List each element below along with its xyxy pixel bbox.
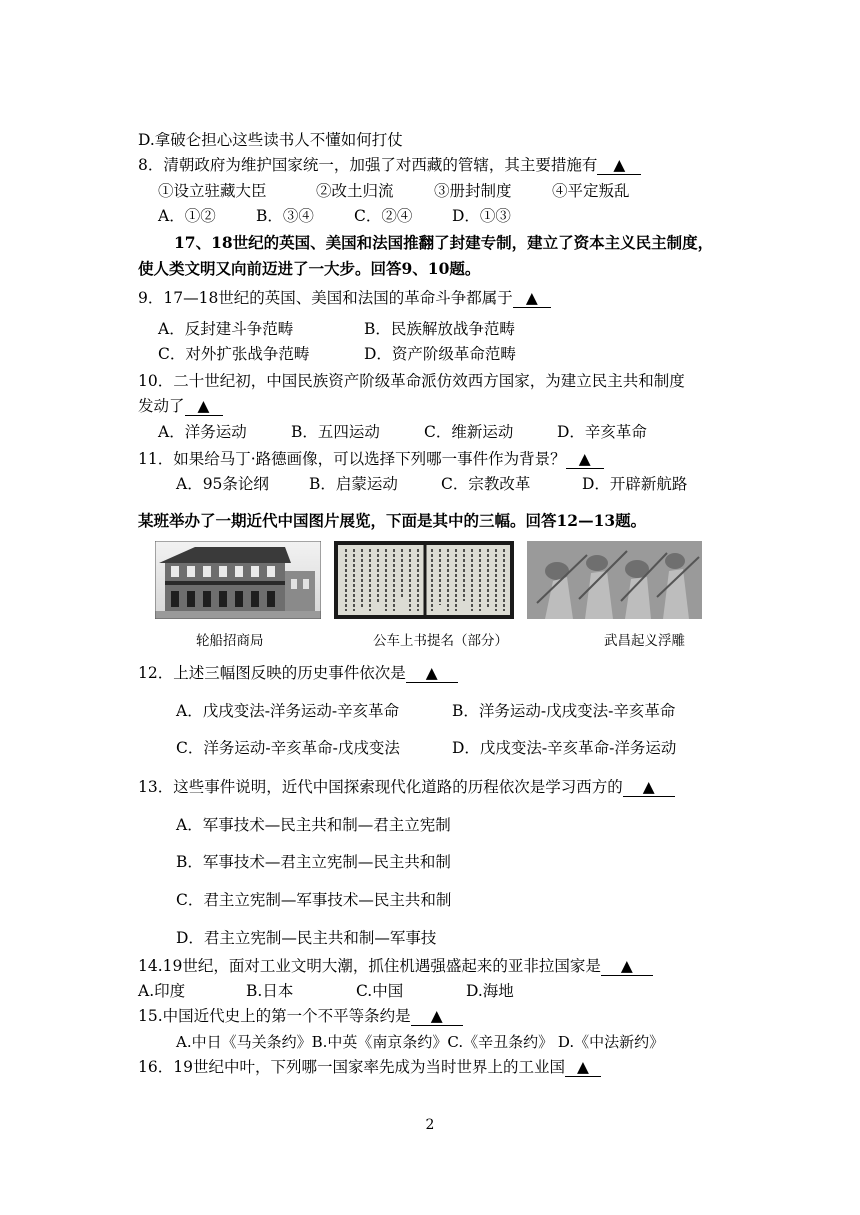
- q8-item-4: ④平定叛乱: [552, 182, 630, 200]
- q13-option-d: D．君主立宪制—民主共和制—军事技: [176, 929, 437, 947]
- question-10-line-1: 10．二十世纪初，中国民族资产阶级革命派仿效西方国家，为建立民主共和制度: [138, 372, 685, 390]
- q13-option-b: B．军事技术—君主立宪制—民主共和制: [176, 853, 451, 871]
- answer-blank: ▲: [566, 450, 604, 469]
- q12-option-b: B．洋务运动-戊戌变法-辛亥革命: [452, 702, 676, 720]
- question-16-text: 16．19世纪中叶，下列哪一国家率先成为当时世界上的工业国: [138, 1058, 565, 1076]
- question-11: [138, 449, 604, 469]
- q12-option-d: D．戊戌变法-辛亥革命-洋务运动: [452, 739, 677, 757]
- answer-blank: ▲: [565, 1058, 601, 1077]
- question-14-options: [138, 981, 514, 1001]
- question-9: [138, 288, 551, 308]
- q9-option-a: A．反封建斗争范畴: [158, 320, 294, 338]
- question-9-options-row-1: [158, 319, 515, 339]
- q9-option-d: D．资产阶级革命范畴: [364, 345, 516, 363]
- q13-option-c: C．君主立宪制—军事技术—民主共和制: [176, 891, 452, 909]
- question-8-text: 8．清朝政府为维护国家统一，加强了对西藏的管辖，其主要措施有: [138, 156, 598, 174]
- q8-option-d: D．①③: [452, 207, 511, 225]
- q14-option-c: C.中国: [356, 982, 404, 1000]
- answer-blank: ▲: [411, 1007, 463, 1026]
- answer-blank: ▲: [601, 957, 653, 976]
- answer-blank: ▲: [185, 397, 223, 416]
- q8-item-1: ①设立驻藏大臣: [158, 182, 267, 200]
- q8-item-3: ③册封制度: [434, 182, 512, 200]
- question-10-line-2: [138, 396, 223, 416]
- answer-blank: ▲: [406, 664, 458, 683]
- q14-option-d: D.海地: [466, 982, 514, 1000]
- question-12-options-row-2: [176, 738, 676, 758]
- caption-petition-signatures: 公车上书提名（部分）: [373, 633, 508, 649]
- question-8: [138, 155, 641, 175]
- q8-option-c: C．②④: [354, 207, 413, 225]
- q14-option-a: A.印度: [138, 982, 186, 1000]
- question-14-text: 14.19世纪，面对工业文明大潮，抓住机遇强盛起来的亚非拉国家是: [138, 957, 601, 975]
- intro-12-13: 某班举办了一期近代中国图片展览，下面是其中的三幅。回答12—13题。: [138, 511, 647, 530]
- question-13: [138, 777, 675, 797]
- question-10-options: [158, 422, 647, 442]
- question-8-items: [158, 181, 630, 201]
- q10-option-c: C．维新运动: [424, 423, 514, 441]
- q12-option-a: A．戊戌变法-洋务运动-辛亥革命: [176, 702, 400, 720]
- caption-steamship-bureau: 轮船招商局: [196, 633, 264, 649]
- question-8-options: [158, 206, 511, 226]
- q10-option-a: A．洋务运动: [158, 423, 247, 441]
- question-10-text: 发动了: [138, 397, 185, 415]
- q8-option-b: B．③④: [256, 207, 314, 225]
- q12-option-c: C．洋务运动-辛亥革命-戊戌变法: [176, 739, 400, 757]
- question-12-text: 12．上述三幅图反映的历史事件依次是: [138, 664, 406, 682]
- question-15-options: A.中日《马关条约》B.中英《南京条约》C.《辛丑条约》 D.《中法新约》: [176, 1033, 665, 1051]
- question-14: [138, 956, 653, 976]
- question-9-text: 9．17—18世纪的英国、美国和法国的革命斗争都属于: [138, 289, 513, 307]
- photo-steamship-bureau: [155, 541, 321, 619]
- q9-option-c: C．对外扩张战争范畴: [158, 345, 310, 363]
- photo-petition-signatures: [334, 541, 514, 619]
- q8-option-a: A．①②: [158, 207, 216, 225]
- question-13-text: 13．这些事件说明，近代中国探索现代化道路的历程依次是学习西方的: [138, 778, 623, 796]
- q8-item-2: ②改土归流: [316, 182, 394, 200]
- intro-9-10-line-1: 17、18世纪的英国、美国和法国推翻了封建专制，建立了资本主义民主制度，: [174, 233, 714, 252]
- q10-option-d: D．辛亥革命: [557, 423, 647, 441]
- q11-option-d: D．开辟新航路: [582, 475, 688, 493]
- page-number: 2: [425, 1117, 435, 1133]
- q7-option-d: D.拿破仑担心这些读书人不懂如何打仗: [138, 131, 403, 149]
- question-15-text: 15.中国近代史上的第一个不平等条约是: [138, 1007, 411, 1025]
- q11-option-b: B．启蒙运动: [309, 475, 398, 493]
- question-12: [138, 663, 458, 683]
- question-15: [138, 1006, 463, 1026]
- q11-option-c: C．宗教改革: [441, 475, 531, 493]
- q9-option-b: B．民族解放战争范畴: [364, 320, 515, 338]
- question-16: [138, 1057, 601, 1077]
- answer-blank: ▲: [513, 289, 551, 308]
- caption-wuchang-relief: 武昌起义浮雕: [604, 633, 685, 649]
- intro-9-10-line-2: 使人类文明又向前迈进了一大步。回答9、10题。: [138, 259, 481, 278]
- answer-blank: ▲: [597, 156, 641, 175]
- question-11-options: [176, 474, 687, 494]
- q13-option-a: A．军事技术—民主共和制—君主立宪制: [176, 816, 451, 834]
- question-9-options-row-2: [158, 344, 516, 364]
- question-11-text: 11．如果给马丁·路德画像，可以选择下列哪一事件作为背景？: [138, 450, 566, 468]
- question-12-options-row-1: [176, 701, 675, 721]
- photo-wuchang-relief: [527, 541, 702, 619]
- answer-blank: ▲: [623, 778, 675, 797]
- q10-option-b: B．五四运动: [291, 423, 380, 441]
- q14-option-b: B.日本: [246, 982, 294, 1000]
- q11-option-a: A．95条论纲: [176, 475, 269, 493]
